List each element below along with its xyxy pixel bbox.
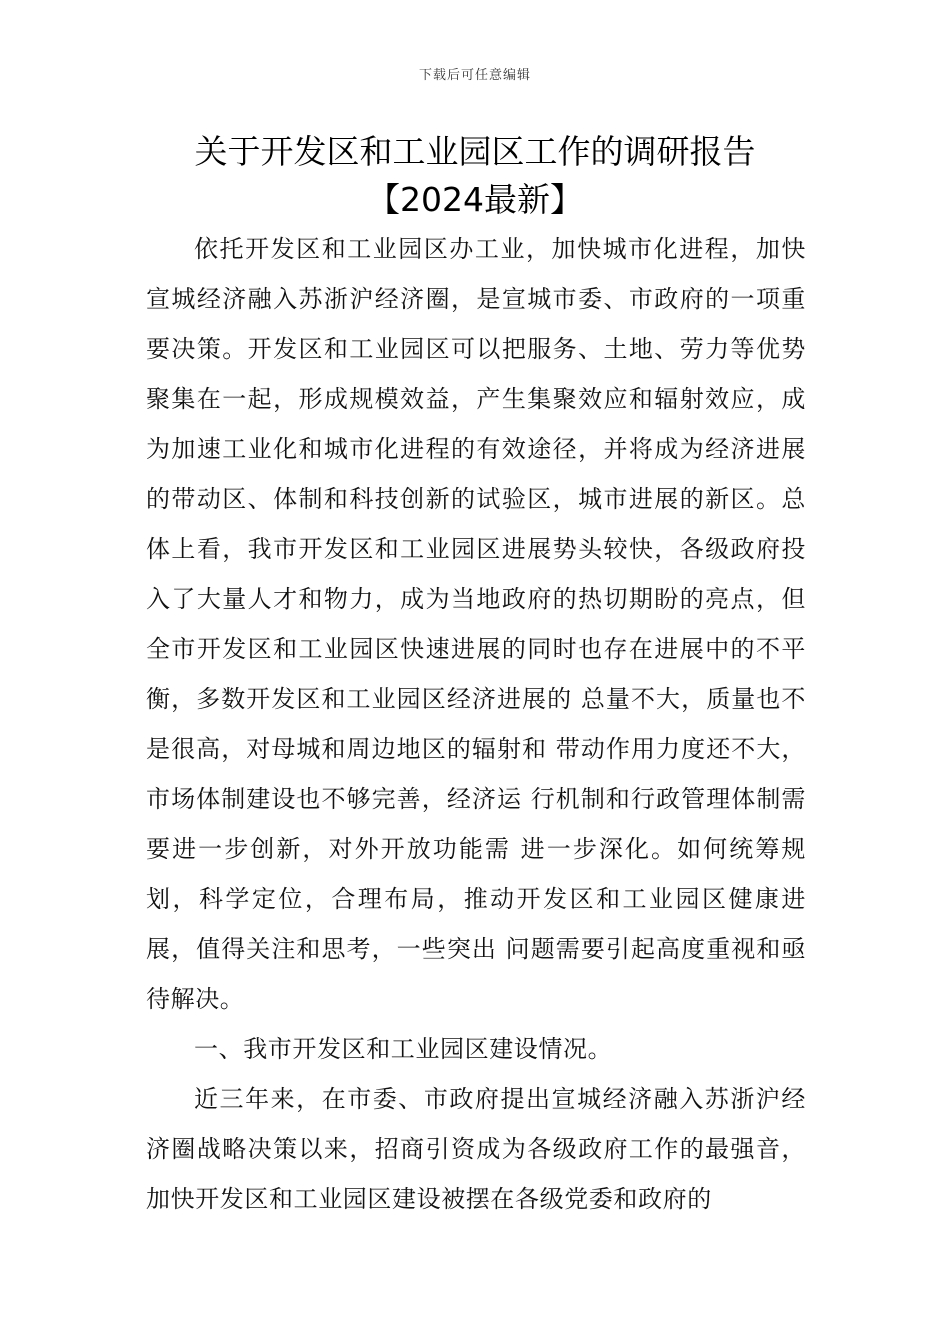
header-note: 下载后可任意编辑 — [418, 68, 531, 83]
body-paragraph: 依托开发区和工业园区办工业，加快城市化进程，加快宣城经济融入苏浙沪经济圈，是宣城市委、市政府的一项重要决策。开发区和工业园区可以把服务、土地、劳力等优势聚集在一起，形成规模效益，产生集聚效应和辐射效应，成为加速工业化和城市化进程的有效途径，并将成为经济进展的带动区、体制和科技创新的试验区，城市进展的新区。总体上看，我市开发区和工业园区进展势头较快，各级政府投入了大量人才和物力，成为当地政府的热切期盼的亮点，但全市开发区和工业园区快速进展的同时也存在进展中的不平衡，多数开发区和工业园区经济进展的 总量不大，质量也不是很高，对母城和周边地区的辐射和 带动作用力度还不大，市场体制建设也不够完善，经济运 行机制和行政管理体制需要进一步创新，对外开放功能需 进一步深化。如何统筹规划，科学定位，合理布局，推动开发区和工业园区健康进展，值得关注和思考，一些突出 问题需要引起高度重视和亟待解决。 — [146, 235, 806, 1013]
body-paragraph: 近三年来，在市委、市政府提出宣城经济融入苏浙沪经济圈战略决策以来，招商引资成为各级政府工作的最强音，加快开发区和工业园区建设被摆在各级党委和政府的 — [146, 1085, 806, 1213]
document-title — [0, 128, 950, 224]
title-line-2: 【2024最新】 — [367, 180, 583, 219]
document-body — [146, 224, 806, 1224]
section-heading: 一、我市开发区和工业园区建设情况。 — [194, 1035, 613, 1063]
title-line-1: 关于开发区和工业园区工作的调研报告 — [194, 132, 756, 171]
